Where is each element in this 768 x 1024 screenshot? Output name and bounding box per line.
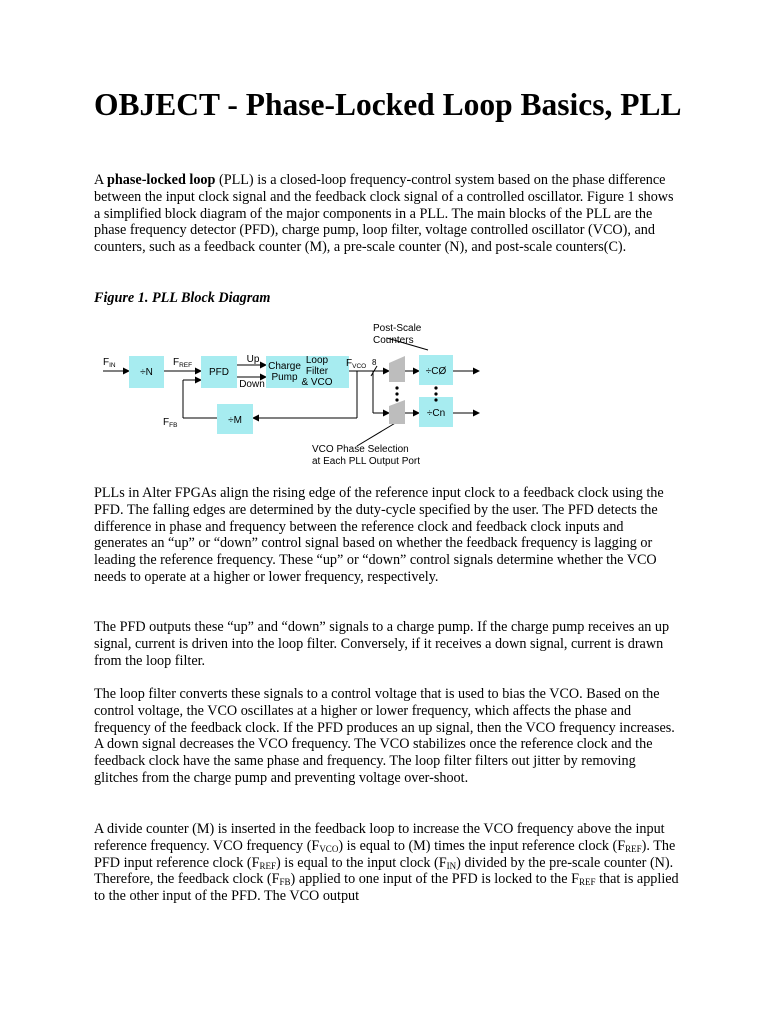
f-ref-label: $F_{REF}$ bbox=[173, 357, 193, 369]
loop-filter-label-3: & VCO bbox=[301, 377, 333, 388]
loop-filter-label-2: Filter bbox=[305, 366, 329, 377]
post-scale-label: Post-Scale bbox=[373, 323, 422, 334]
charge-pump-label-1: Charge bbox=[268, 361, 301, 372]
vco-phase-label-2: at Each PLL Output Port bbox=[312, 456, 421, 467]
paragraph-2: PLLs in Alter FPGAs align the rising edge of the reference input clock to a feedback clock using the PFD. The falling edges are determined by the duty-cycle specified by the user. The PFD detects the difference in phase and frequency between the reference clock and feedback clock inputs and generates an “up” or “down” control signal based on whether the feedback frequency is lagging or leading the reference frequency. These “up” or “down” control signals determine whether the VCO needs to operate at a higher or lower frequency, respectively. bbox=[94, 485, 664, 585]
intro-bold-term: phase-locked loop bbox=[107, 172, 216, 188]
loop-filter-label-1: Loop bbox=[305, 355, 329, 366]
vco-phase-label-1: VCO Phase Selection bbox=[312, 444, 409, 455]
mux-bottom bbox=[389, 400, 405, 424]
intro-lead: A bbox=[94, 172, 108, 188]
diagram-wires bbox=[103, 338, 479, 446]
paragraph-4: The loop filter converts these signals to a control voltage that is used to bias the VCO. Based on the control voltage, the VCO oscillates at a higher or lower frequency, which affects the phase and frequency of the feedback clock. If the PFD produces an up signal, then the VCO frequency increases. A down signal decreases the VCO frequency. The VCO stabilizes once the reference clock and the feedback clock have the same phase and frequency. The loop filter filters out jitter by removing glitches from the charge pump and preventing voltage over-shoot. bbox=[94, 686, 675, 786]
pll-block-diagram bbox=[95, 318, 495, 468]
divide-n-label: ÷N bbox=[140, 367, 153, 378]
divide-cn-label: ÷Cn bbox=[426, 408, 446, 419]
intro-text: (PLL) is a closed-loop frequency-control system based on the phase difference between the input clock signal and the feedback clock signal of a controlled oscillator. Figure 1 shows a simplified block diagram of the major components in a PLL. The main blocks of the PLL are the phase frequency detector (PFD), charge pump, loop filter, voltage controlled oscillator (VCO), and counters, such as a feedback counter (M), a pre-scale counter (N), and post-scale counters(C). bbox=[94, 172, 674, 256]
down-label: Down bbox=[239, 379, 265, 390]
paragraph-3: The PFD outputs these “up” and “down” signals to a charge pump. If the charge pump receives an up signal, current is driven into the loop filter. Conversely, if it receives a down signal, current is drawn from the loop filter. bbox=[94, 619, 670, 669]
f-in-label: $F_{IN}$ bbox=[103, 357, 116, 369]
figure-caption: Figure 1. PLL Block Diagram bbox=[94, 290, 271, 306]
bus-width-label: 8 bbox=[372, 358, 377, 367]
intro-paragraph bbox=[94, 172, 680, 256]
paragraph-5: A divide counter (M) is inserted in the feedback loop to increase the VCO frequency above the input reference frequency. VCO frequency $(F_{VCO})$ is equal to (M) times the input reference clock $(F_{REF})$. The PFD input reference clock $(F_{REF})$ is equal to the input clock $(F_{IN})$ divided by the pre-scale counter (N). Therefore, the feedback clock $(F_{FB})$ applied to one input of the PFD is locked to the $F_{REF}$ that is applied to the other input of the PFD. The VCO output bbox=[94, 821, 679, 905]
f-vco-label: $F_{VCO}$ bbox=[346, 358, 367, 370]
mux-top bbox=[389, 356, 405, 382]
up-label: Up bbox=[246, 354, 260, 365]
f-fb-label: $F_{FB}$ bbox=[163, 417, 178, 429]
counters-label: Counters bbox=[373, 335, 414, 346]
charge-pump-label-2: Pump bbox=[271, 372, 298, 383]
pfd-label: PFD bbox=[209, 367, 229, 378]
page-title: OBJECT - Phase-Locked Loop Basics, PLL bbox=[94, 87, 682, 122]
divide-c0-label: ÷CØ bbox=[425, 366, 447, 377]
divide-m-label: ÷M bbox=[228, 415, 242, 426]
